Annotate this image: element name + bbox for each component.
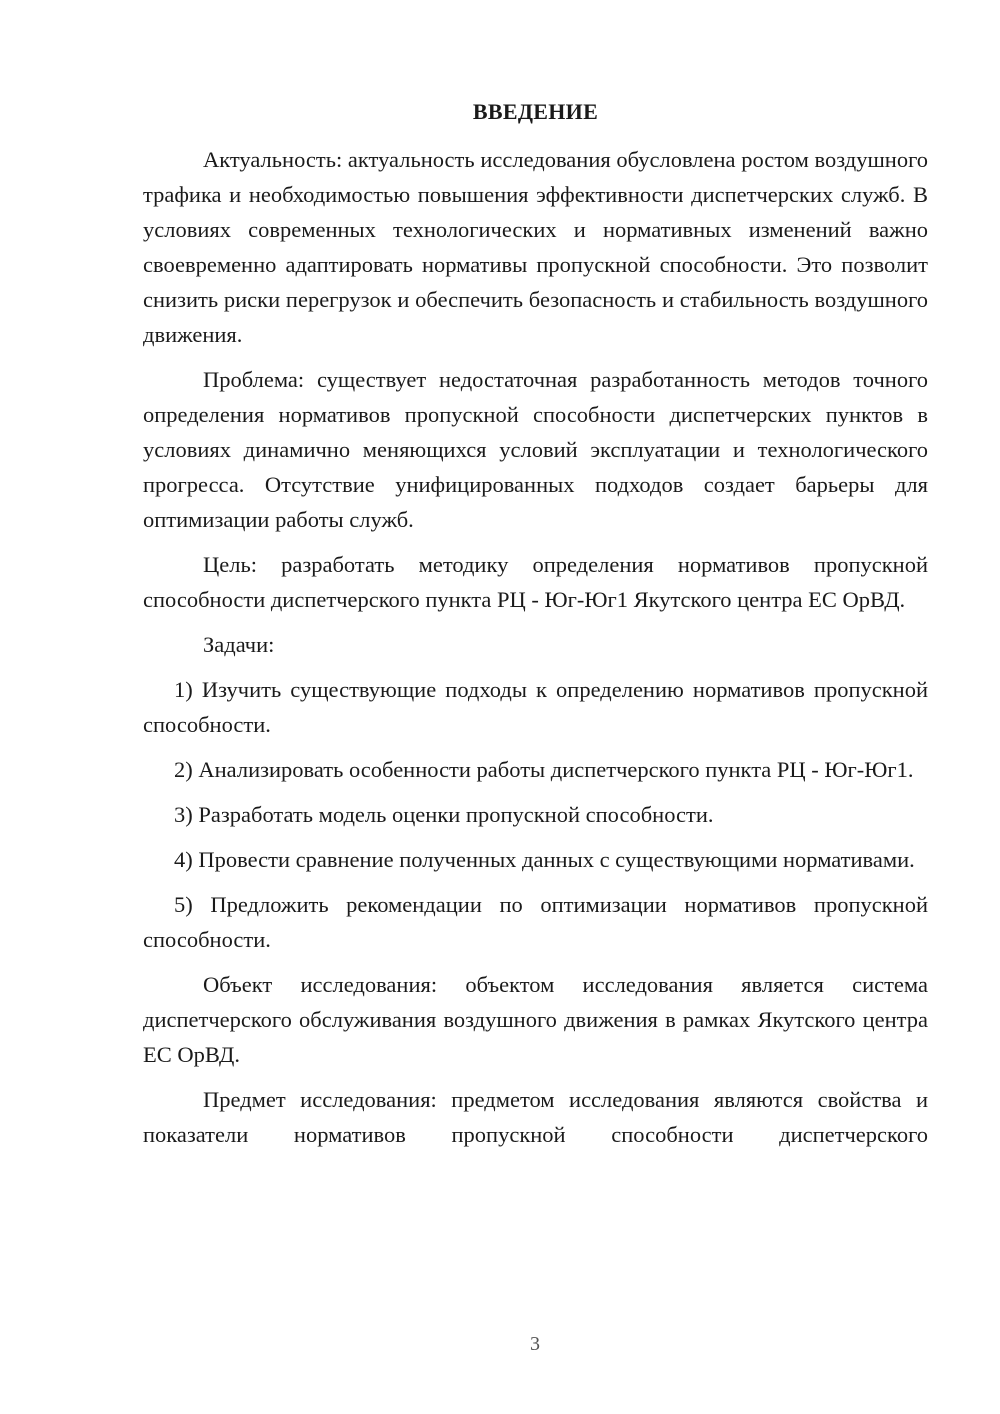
tasks-heading: Задачи:	[203, 632, 275, 657]
task-item-3: 3) Разработать модель оценки пропускной способности.	[174, 802, 714, 827]
document-page	[143, 94, 928, 1162]
page-number: 3	[530, 1333, 540, 1355]
task-item-4: 4) Провести сравнение полученных данных с существующими нормативами.	[174, 847, 915, 872]
goal-paragraph: Цель: разработать методику определения нормативов пропускной способности диспетчерского пункта РЦ - Юг-Юг1 Якутского центра ЕС ОрВД.	[143, 552, 928, 612]
problem-paragraph: Проблема: существует недостаточная разработанность методов точного определения нормативов пропускной способности диспетчерских пунктов в условиях динамично меняющихся условий эксплуатации и технологического прогресса. Отсутствие унифицированных подходов создает барьеры для оптимизации работы служб.	[143, 367, 928, 532]
subject-paragraph: Предмет исследования: предметом исследования являются свойства и показатели нормативов пропускной способности диспетчерского	[143, 1087, 928, 1147]
task-item-1: 1) Изучить существующие подходы к определению нормативов пропускной способности.	[143, 677, 928, 737]
document-title: ВВЕДЕНИЕ	[472, 99, 599, 124]
object-paragraph: Объект исследования: объектом исследования является система диспетчерского обслуживания воздушного движения в рамках Якутского центра ЕС ОрВД.	[143, 972, 928, 1067]
task-item-2: 2) Анализировать особенности работы диспетчерского пункта РЦ - Юг-Юг1.	[174, 757, 914, 782]
task-item-5: 5) Предложить рекомендации по оптимизации нормативов пропускной способности.	[143, 892, 928, 952]
relevance-paragraph: Актуальность: актуальность исследования обусловлена ростом воздушного трафика и необходимостью повышения эффективности диспетчерских служб. В условиях современных технологических и нормативных изменений важно своевременно адаптировать нормативы пропускной способности. Это позволит снизить риски перегрузок и обеспечить безопасность и стабильность воздушного движения.	[143, 147, 928, 347]
